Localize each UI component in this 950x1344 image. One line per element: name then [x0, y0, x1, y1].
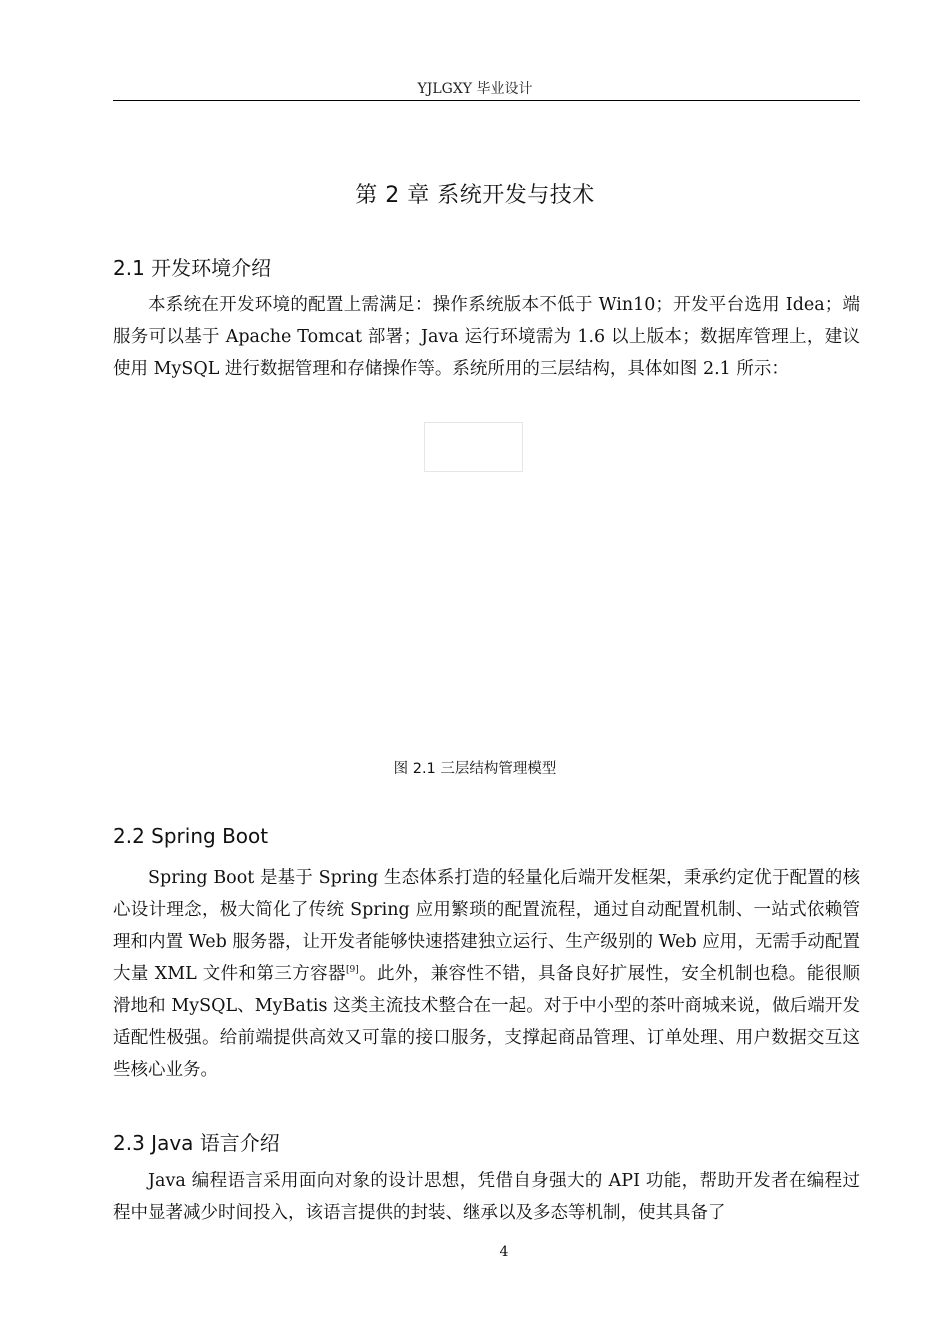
paragraph-2-3: Java 编程语言采用面向对象的设计思想，凭借自身强大的 API 功能，帮助开发者在编程过程中显著减少时间投入，该语言提供的封装、继承以及多态等机制，使其具备了 [113, 1171, 860, 1223]
section-heading-2-2: 2.2 Spring Boot [113, 824, 269, 848]
page-number: 4 [499, 1244, 509, 1260]
paragraph-2-2-part-b: 。此外，兼容性不错，具备良好扩展性，安全机制也稳。能很顺滑地和 MySQL、MyBatis 这类主流技术整合在一起。对于中小型的茶叶商城来说，做后端开发适配性极强。给前端提供高效又可靠的接口服务，支撑起商品管理、订单处理、用户数据交互这些核心业务。 [113, 964, 861, 1080]
section-heading-2-3: 2.3 Java 语言介绍 [113, 1131, 280, 1155]
page-header: YJLGXY 毕业设计 [417, 81, 533, 97]
citation-ref: [9] [345, 965, 359, 976]
section-heading-2-1: 2.1 开发环境介绍 [113, 256, 272, 280]
chapter-title: 第 2 章 系统开发与技术 [355, 183, 595, 208]
figure-placeholder [424, 422, 523, 472]
header-rule [113, 100, 860, 101]
paragraph-2-2-part-a: Spring Boot 是基于 Spring 生态体系打造的轻量化后端开发框架，秉承约定优于配置的核心设计理念，极大简化了传统 Spring 应用繁琐的配置流程，通过自动配置机制、一站式依赖管理和内置 Web 服务器，让开发者能够快速搭建独立运行、生产级别的 Web 应用，无需手动配置大量 XML 文件和第三方容器 [113, 868, 860, 984]
paragraph-2-2 [113, 862, 860, 1086]
paragraph-2-1: 本系统在开发环境的配置上需满足：操作系统版本不低于 Win10；开发平台选用 Idea；端服务可以基于 Apache Tomcat 部署；Java 运行环境需为 1.6 以上版本；数据库管理上，建议使用 MySQL 进行数据管理和存储操作等。系统所用的三层结构，具体如图 2.1 所示： [113, 295, 860, 379]
figure-caption: 图 2.1 三层结构管理模型 [393, 761, 557, 777]
